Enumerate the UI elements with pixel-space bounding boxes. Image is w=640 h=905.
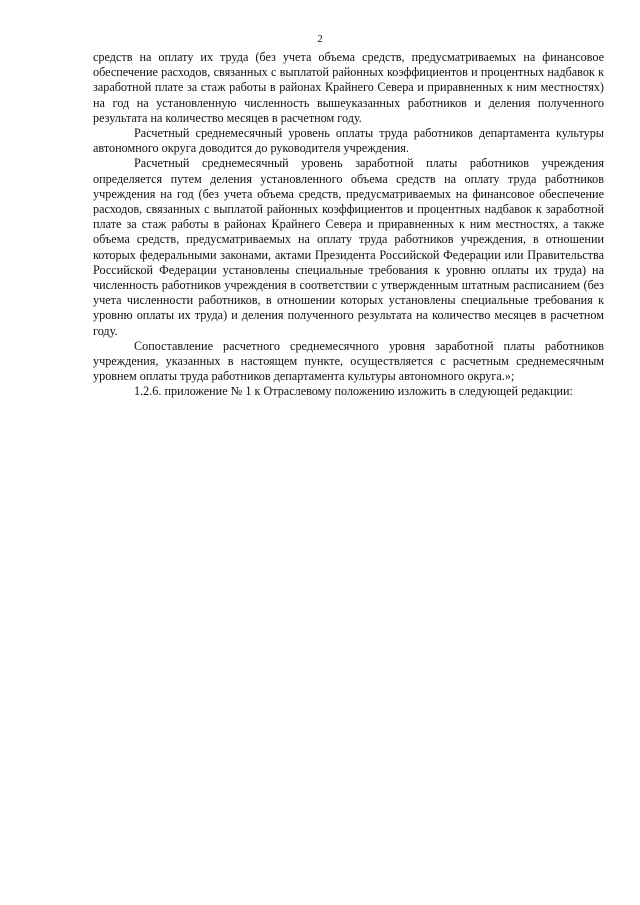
- paragraph-institution-salary-calculation: Расчетный среднемесячный уровень заработной платы работников учреждения определяется путем деления установленного объема средств на оплату труда работников учреждения на год (без учета объема средств, предусматриваемых на финансовое обеспечение расходов, связанных с выплатой районных коэффициентов и процентных надбавок к заработной плате за стаж работы в районах Крайнего Севера и приравненных к ним местностях, а также объема средств, предусматриваемых на оплату труда работников учреждения, в отношении которых федеральными законами, актами Президента Российской Федерации или Правительства Российской Федерации установлены специальные требования к уровню оплаты их труда) на численность работников учреждения в соответствии с утвержденным штатным расписанием (без учета численности работников, в отношении которых установлены специальные требования к уровню оплаты их труда) и деления полученного результата на количество месяцев в расчетном году.: [93, 156, 604, 338]
- paragraph-department-salary-level: Расчетный среднемесячный уровень оплаты труда работников департамента культуры автономного округа доводится до руководителя учреждения.: [93, 126, 604, 156]
- paragraph-amendment-1-2-6: 1.2.6. приложение № 1 к Отраслевому положению изложить в следующей редакции:: [134, 384, 573, 399]
- paragraph-continuation: средств на оплату их труда (без учета объема средств, предусматриваемых на финансовое обеспечение расходов, связанных с выплатой районных коэффициентов и процентных надбавок к заработной плате за стаж работы в районах Крайнего Севера и приравненных к ним местностях) на год на установленную численность вышеуказанных работников и деления полученного результата на количество месяцев в расчетном году.: [93, 50, 604, 125]
- document-body: [93, 50, 604, 400]
- paragraph-salary-comparison: Сопоставление расчетного среднемесячного уровня заработной платы работников учреждения, указанных в настоящем пункте, осуществляется с расчетным среднемесячным уровнем оплаты труда работников департамента культуры автономного округа.»;: [93, 338, 604, 384]
- page-number: 2: [317, 33, 323, 45]
